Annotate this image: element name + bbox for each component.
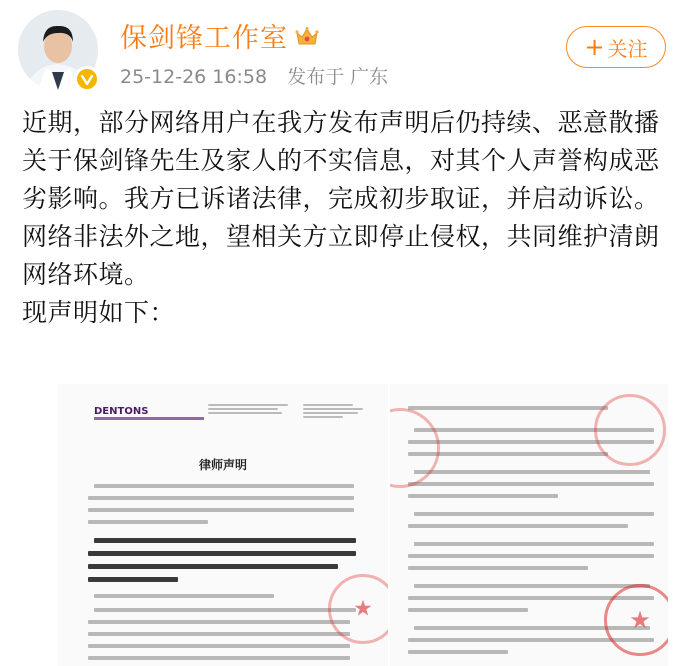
post-paragraph: 近期，部分网络用户在我方发布声明后仍持续、恶意散播关于保剑锋先生及家人的不实信息，对其个人声誉构成恶劣影响。我方已诉诸法律，完成初步取证，并启动诉讼。 — [22, 108, 660, 213]
post-header — [0, 0, 690, 100]
document-line-bold — [88, 551, 356, 556]
document-line — [88, 520, 208, 524]
document-title: 律师声明 — [198, 458, 247, 472]
document-line — [88, 656, 350, 660]
document-line — [414, 584, 650, 588]
official-seal-icon — [390, 408, 440, 488]
attached-images — [28, 384, 668, 666]
post-timestamp: 25-12-26 16:58 — [120, 66, 268, 88]
document-line — [88, 644, 350, 648]
document-line — [408, 494, 558, 498]
post-text — [22, 104, 672, 332]
plus-icon: + — [584, 33, 605, 61]
lawyer-letter-page-1[interactable] — [58, 384, 388, 666]
crown-icon[interactable] — [294, 25, 320, 47]
account-name-row — [120, 16, 320, 55]
document-line — [414, 470, 650, 474]
document-line — [408, 608, 528, 612]
avatar[interactable] — [18, 10, 98, 90]
firm-address-cn — [208, 404, 298, 414]
document-line-bold — [88, 577, 178, 582]
document-line-bold — [94, 538, 356, 543]
firm-logo: DENTONS — [94, 406, 149, 417]
official-seal-icon: ★ — [604, 584, 668, 656]
document-line — [88, 496, 354, 500]
official-seal-icon — [594, 394, 666, 466]
post-location: 发布于 广东 — [287, 66, 389, 88]
account-name[interactable]: 保剑锋工作室 — [120, 23, 288, 54]
firm-logo-bar — [94, 417, 204, 420]
document-line — [88, 620, 350, 624]
post-meta — [120, 62, 402, 89]
document-line — [408, 566, 588, 570]
document-line — [408, 406, 608, 410]
document-line-bold — [88, 564, 338, 569]
verified-badge-icon — [74, 66, 100, 92]
document-line — [408, 650, 508, 654]
firm-address-en — [303, 404, 373, 418]
document-line — [94, 594, 274, 598]
lawyer-letter-page-2[interactable] — [390, 384, 668, 666]
document-line — [408, 482, 654, 486]
document-line — [414, 512, 654, 516]
post-paragraph: 现声明如下： — [22, 298, 176, 327]
official-seal-icon: ★ — [328, 574, 388, 644]
document-line — [408, 554, 654, 558]
document-line — [88, 632, 350, 636]
follow-button[interactable] — [566, 26, 666, 68]
post-paragraph: 网络非法外之地，望相关方立即停止侵权，共同维护清朗网络环境。 — [22, 222, 660, 289]
follow-label: 关注 — [607, 36, 648, 61]
document-line — [408, 524, 628, 528]
document-line — [88, 508, 354, 512]
document-line — [414, 542, 654, 546]
document-line — [94, 484, 354, 488]
document-line — [94, 608, 356, 612]
